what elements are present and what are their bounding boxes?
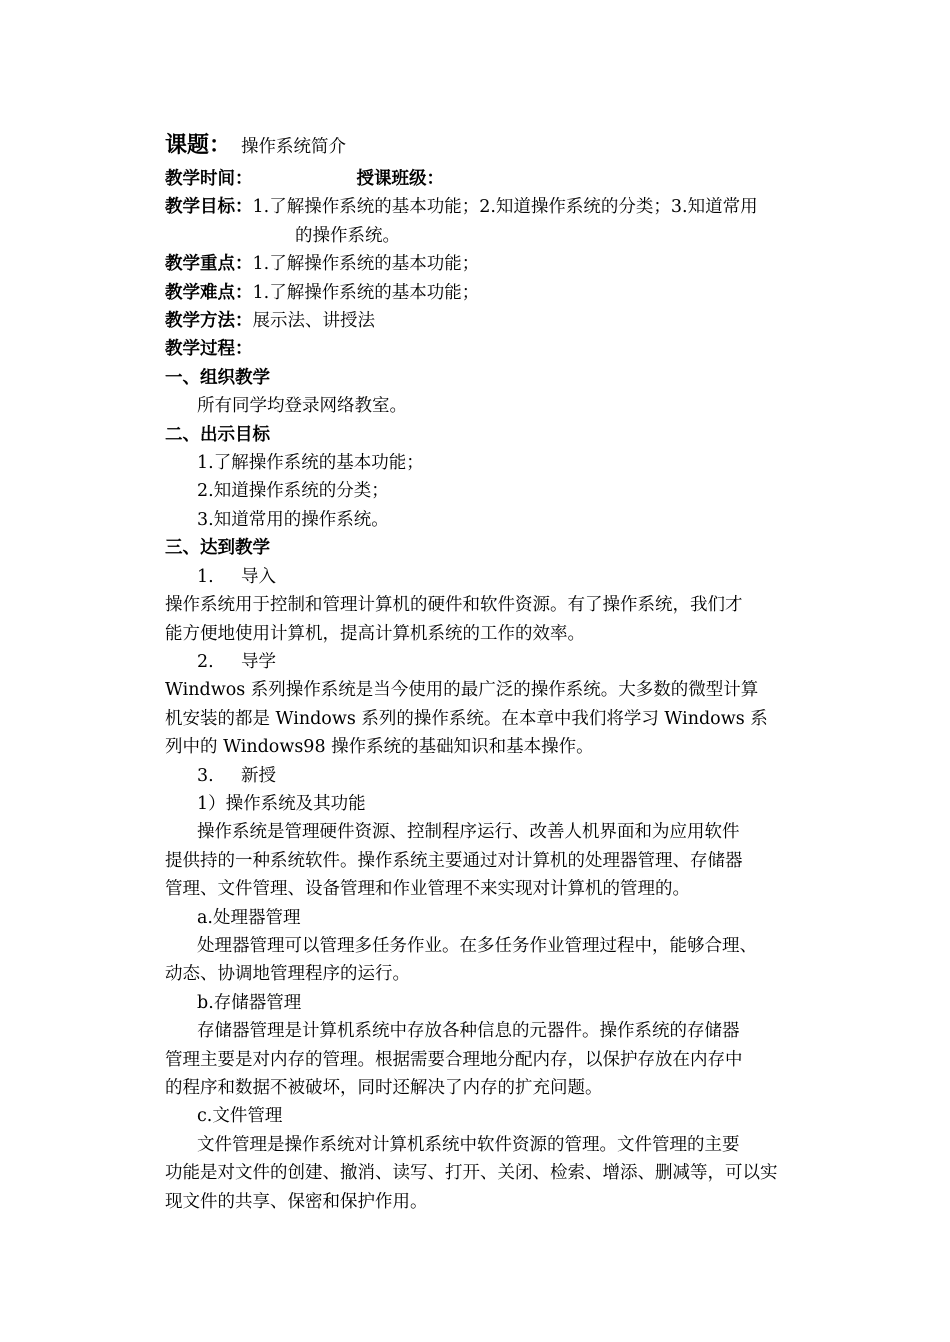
subsection-1-line-2: 提供持的一种系统软件。操作系统主要通过对计算机的处理器管理、存储器 [165, 850, 743, 871]
focus-value: 1.了解操作系统的基本功能； [252, 254, 480, 275]
goal-item-1: 1.了解操作系统的基本功能； [197, 453, 424, 474]
memory-mgmt-line-2: 管理主要是对内存的管理。根据需要合理地分配内存，以保护存放在内存中 [165, 1049, 743, 1070]
topic-label: 课题： [165, 133, 232, 158]
time-class-line [165, 165, 787, 193]
file-mgmt-line-1: 文件管理是操作系统对计算机系统中软件资源的管理。文件管理的主要 [197, 1134, 740, 1155]
step-1-text-line-1: 操作系统用于控制和管理计算机的硬件和软件资源。有了操作系统，我们才 [165, 595, 743, 616]
processor-mgmt-line-1: 处理器管理可以管理多任务作业。在多任务作业管理过程中，能够合理、 [197, 935, 757, 956]
step-1-number: 1. [197, 566, 214, 587]
step-1-heading [165, 563, 787, 591]
section-heading-3: 三、达到教学 [165, 538, 270, 559]
step-2-text-line-1: Windwos 系列操作系统是当今使用的最广泛的操作系统。大多数的微型计算 [165, 680, 759, 701]
goal-text: 1.了解操作系统的基本功能；2.知道操作系统的分类；3.知道常用 [252, 197, 758, 218]
goal-label: 教学目标： [165, 197, 253, 218]
file-mgmt-line-3: 现文件的共享、保密和保护作用。 [165, 1191, 428, 1212]
memory-mgmt-line-3: 的程序和数据不被破坏，同时还解决了内存的扩充问题。 [165, 1078, 603, 1098]
subsection-1-title: 1）操作系统及其功能 [197, 793, 366, 814]
section-1-text: 所有同学均登录网络教室。 [197, 396, 407, 417]
method-label: 教学方法： [165, 311, 253, 332]
step-3-number: 3. [197, 765, 214, 786]
file-mgmt-title: c.文件管理 [197, 1106, 283, 1127]
difficulty-label: 教学难点： [165, 282, 253, 303]
step-2-number: 2. [197, 651, 214, 672]
file-mgmt-line-2: 功能是对文件的创建、撤消、读写、打开、关闭、检索、增添、删减等，可以实 [165, 1163, 778, 1184]
topic-line [165, 130, 787, 163]
difficulty-line [165, 279, 787, 307]
processor-mgmt-title: a.处理器管理 [197, 907, 301, 928]
process-label: 教学过程： [165, 339, 253, 360]
difficulty-value: 1.了解操作系统的基本功能； [252, 282, 480, 303]
lesson-plan [165, 130, 787, 1216]
step-2-title: 导学 [241, 651, 276, 672]
focus-label: 教学重点： [165, 254, 253, 275]
method-value: 展示法、讲授法 [252, 311, 375, 332]
section-heading-1: 一、组织教学 [165, 367, 270, 388]
step-1-title: 导入 [241, 566, 276, 587]
focus-line [165, 250, 787, 278]
memory-mgmt-title: b.存储器管理 [197, 992, 302, 1013]
step-2-heading [165, 648, 787, 676]
topic-value: 操作系统简介 [241, 137, 347, 157]
goal-item-2: 2.知道操作系统的分类； [197, 481, 389, 502]
step-3-heading [165, 762, 787, 790]
goal-line-cont: 的操作系统。 [295, 225, 400, 246]
step-3-title: 新授 [241, 765, 276, 786]
section-heading-2: 二、出示目标 [165, 424, 270, 445]
time-label: 教学时间： [165, 169, 253, 189]
method-line [165, 307, 787, 335]
step-1-text-line-2: 能方便地使用计算机，提高计算机系统的工作的效率。 [165, 623, 585, 644]
goal-item-3: 3.知道常用的操作系统。 [197, 509, 389, 530]
step-2-text-line-2: 机安装的都是 Windows 系列的操作系统。在本章中我们将学习 Windows 系 [165, 708, 768, 729]
step-2-text-line-3: 列中的 Windows98 操作系统的基础知识和基本操作。 [165, 737, 594, 758]
goal-line [165, 193, 787, 221]
class-label: 授课班级： [356, 169, 444, 189]
processor-mgmt-line-2: 动态、协调地管理程序的运行。 [165, 964, 410, 985]
subsection-1-line-1: 操作系统是管理硬件资源、控制程序运行、改善人机界面和为应用软件 [197, 822, 740, 843]
subsection-1-line-3: 管理、文件管理、设备管理和作业管理不来实现对计算机的管理的。 [165, 879, 690, 900]
memory-mgmt-line-1: 存储器管理是计算机系统中存放各种信息的元器件。操作系统的存储器 [197, 1021, 740, 1042]
